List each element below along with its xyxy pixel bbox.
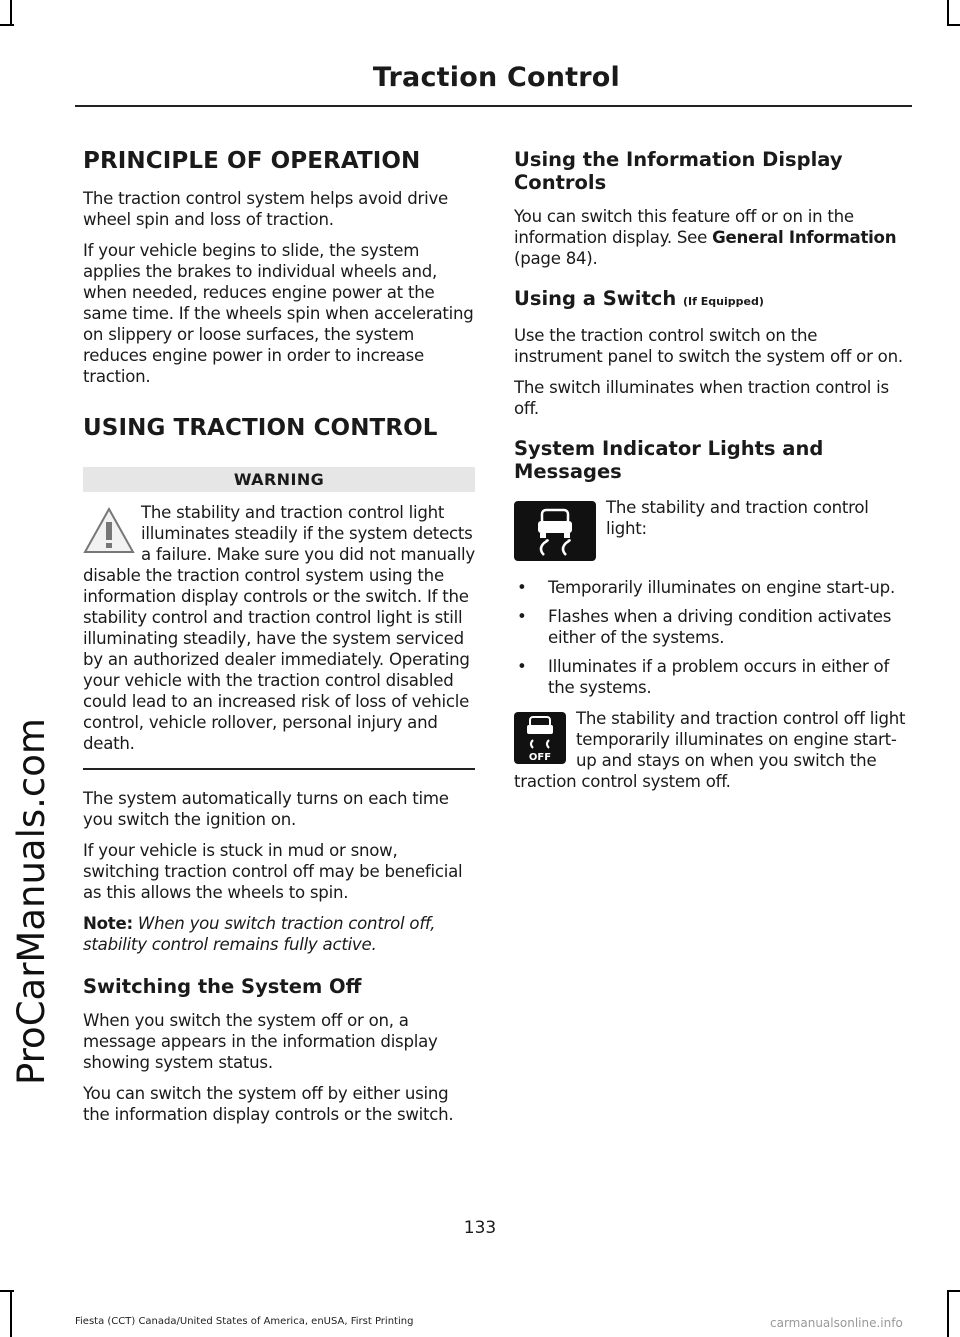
right-column	[514, 148, 906, 802]
text-run: (page 84).	[514, 249, 598, 268]
crop-mark	[947, 24, 960, 26]
warning-text: The stability and traction control light illuminates steadily if the system detects a failure. Make sure you did not manually disable the traction control system using the information display controls or the switch. If the stability control and traction control light is still illuminating steadily, have the system serviced by an authorized dealer immediately. Operating your vehicle with the traction control disabled could lead to an increased risk of loss of vehicle control, vehicle rollover, personal injury and death.	[83, 503, 475, 753]
list-item: • Temporarily illuminates on engine start-up.	[514, 577, 906, 598]
warning-label: WARNING	[83, 467, 475, 492]
indicator-text: The stability and traction control light:	[606, 498, 869, 538]
paragraph: Use the traction control switch on the instrument panel to switch the system off or on.	[514, 326, 903, 366]
warning-body	[83, 502, 475, 754]
list-item: • Illuminates if a problem occurs in either of the systems.	[514, 656, 906, 698]
crop-mark	[0, 1290, 14, 1292]
crop-mark	[947, 0, 949, 26]
watermark: ProCarManuals.com	[10, 718, 53, 1085]
page-header-title: Traction Control	[372, 62, 620, 93]
heading-principle: PRINCIPLE OF OPERATION	[83, 148, 421, 174]
paragraph: The system automatically turns on each time you switch the ignition on.	[83, 788, 449, 829]
text-run: You can switch this feature off or on in the information display. See	[514, 207, 854, 247]
footer-site: carmanualsonline.info	[770, 1316, 903, 1330]
paragraph: The traction control system helps avoid drive wheel spin and loss of traction.	[83, 189, 448, 229]
stability-control-light-icon	[514, 501, 596, 561]
skidding-car-off-icon	[514, 712, 566, 764]
heading-switching-off: Switching the System Off	[83, 974, 362, 998]
note	[83, 913, 475, 955]
paragraph: If your vehicle begins to slide, the system applies the brakes to individual wheels and, when needed, reduces engine power at the same time. If the wheels spin when accelerating on slippery or loose surfaces, the system reduces engine power in order to increase traction.	[83, 241, 474, 386]
warning-rule	[83, 768, 475, 770]
footer-edition: Fiesta (CCT) Canada/United States of America, enUSA, First Printing	[75, 1316, 414, 1327]
off-label: OFF	[528, 752, 552, 763]
header-rule	[75, 105, 912, 107]
heading-using-traction-control: USING TRACTION CONTROL	[83, 415, 438, 441]
left-column	[83, 148, 475, 1135]
note-label: Note:	[83, 913, 133, 933]
indicator-text: The stability and traction control off light temporarily illuminates on engine start-up and stays on when you switch the traction control system off.	[514, 709, 906, 791]
crop-mark	[10, 1290, 12, 1337]
crop-mark	[947, 1290, 949, 1337]
indicator-bullet-list	[514, 577, 906, 698]
paragraph	[514, 206, 906, 269]
page-number: 133	[463, 1218, 497, 1238]
cross-reference-link[interactable]: General Information	[712, 228, 897, 247]
paragraph: If your vehicle is stuck in mud or snow, switching traction control off may be beneficial as this allows the wheels to spin.	[83, 840, 463, 902]
list-item: • Flashes when a driving condition activates either of the systems.	[514, 606, 906, 648]
indicator-traction-off	[514, 708, 906, 792]
traction-control-off-icon	[514, 712, 566, 764]
warning-triangle-icon	[83, 506, 135, 556]
heading-using-a-switch	[514, 287, 906, 313]
note-text: When you switch traction control off, stability control remains fully active.	[83, 913, 436, 954]
heading-info-display-controls: Using the Information Display Controls	[514, 148, 843, 194]
indicator-stability-control	[514, 497, 906, 565]
paragraph: The switch illuminates when traction control is off.	[514, 378, 889, 418]
heading-indicator-lights: System Indicator Lights and Messages	[514, 437, 824, 483]
crop-mark	[0, 24, 14, 26]
paragraph: You can switch the system off by either using the information display controls or the switch.	[83, 1083, 454, 1124]
skidding-car-icon	[514, 501, 596, 561]
heading-text: Using a Switch	[514, 287, 677, 310]
crop-mark	[947, 1290, 960, 1292]
if-equipped-tag: (If Equipped)	[683, 295, 764, 308]
paragraph: When you switch the system off or on, a message appears in the information display showing system status.	[83, 1010, 438, 1072]
crop-mark	[10, 0, 12, 26]
